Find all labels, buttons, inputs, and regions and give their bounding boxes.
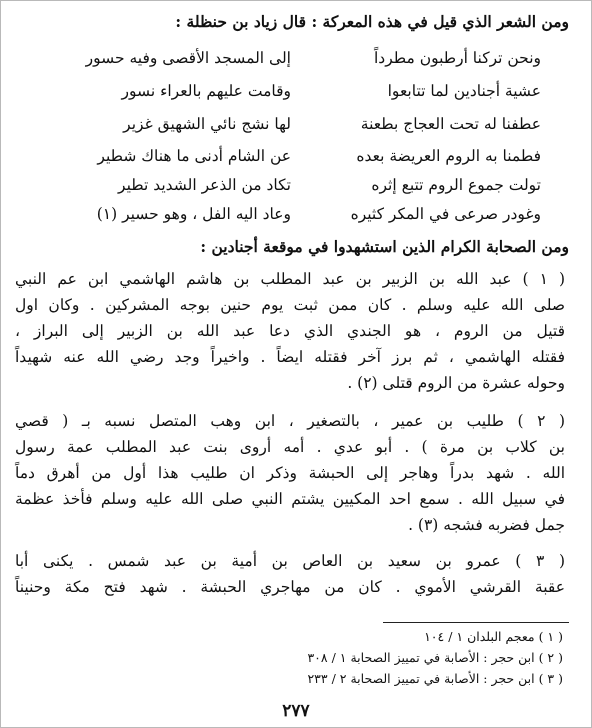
poem-line-2-second: وقامت عليهم بالعراء نسور	[121, 82, 291, 100]
poem-line-5-first: تولت جموع الروم تتبع إثره	[371, 176, 541, 194]
poem-line-3-second: لها نشج نائي الشهيق غزير	[123, 115, 291, 133]
paragraph-1-line-5: وحوله عشرة من الروم قتلى (٢) .	[347, 374, 565, 392]
companions-intro: ومن الصحابة الكرام الذين استشهدوا في موقعة أجنادين :	[200, 237, 569, 256]
poem-line-4-second: عن الشام أدنى ما هناك شطير	[97, 147, 291, 165]
paragraph-2-line-1: ( ٢ ) طليب بن عمير ، بالتصغير ، ابن وهب المتصل نسبه بـ ( قصي	[15, 412, 565, 430]
poem-line-1-first: ونحن تركنا أرطبون مطرداً	[373, 49, 541, 67]
footnote-1: ( ١ ) معجم البلدان ١ / ١٠٤	[424, 629, 563, 644]
paragraph-1-line-2: صلى الله عليه وسلم . كان ممن ثبت يوم حنين بوجه المشركين . وكان اول	[15, 296, 565, 314]
paragraph-2-line-4: في سبيل الله . سمع احد المكيين يشتم النبي صلى الله عليه وسلم فأخذ عظمة	[15, 490, 565, 508]
footnote-2: ( ٢ ) ابن حجر : الأصابة في تمييز الصحابة ١ / ٣٠٨	[307, 650, 563, 665]
footnote-3: ( ٣ ) ابن حجر : الأصابة في تمييز الصحابة ٢ / ٢٣٣	[307, 671, 563, 686]
poem-line-6-first: وغودر صرعى في المكر كثيره	[350, 205, 541, 223]
paragraph-1-line-3: قتيل من الروم ، هو الجندي الذي دعا عبد الله بن الزبير إلى البراز ،	[15, 322, 565, 340]
poem-line-4-first: فطمنا به الروم العريضة بعده	[356, 147, 541, 165]
poem-line-5-second: تكاد من الذعر الشديد تطير	[118, 176, 291, 194]
paragraph-3-line-2: عقبة القرشي الأموي . كان من مهاجري الحبشة . شهد فتح مكة وحنيناً	[15, 578, 565, 596]
paragraph-1-line-1: ( ١ ) عبد الله بن الزبير بن عبد المطلب بن هاشم الهاشمي ابن عم النبي	[15, 270, 565, 288]
footnote-divider	[383, 622, 569, 623]
paragraph-1-line-4: فقتله الهاشمي ، ثم برز آخر فقتله ايضاً . واخيراً وجد رضي الله عنه شهيداً	[15, 348, 565, 366]
paragraph-2-line-2: بن كلاب بن مرة ) . أبو عدي . أمه أروى بنت عبد المطلب عمة رسول	[15, 438, 565, 456]
poem-line-1-second: إلى المسجد الأقصى وفيه حسور	[85, 49, 291, 67]
page-number: ٢٧٧	[282, 701, 310, 721]
paragraph-3-line-1: ( ٣ ) عمرو بن سعيد بن العاص بن أمية بن عبد شمس . يكنى أبا	[15, 552, 565, 570]
poem-line-3-first: عطفنا له تحت العجاج بطعنة	[360, 115, 541, 133]
paragraph-2-line-5: جمل فضربه فشجه (٣) .	[408, 516, 565, 534]
paragraph-2-line-3: الله . شهد بدراً وهاجر إلى الحبشة وذكر ان طليب هذا أول من أهرق دماً	[15, 464, 565, 482]
poem-line-6-second: وعاد اليه الفل ، وهو حسير (١)	[96, 205, 291, 223]
poem-intro: ومن الشعر الذي قيل في هذه المعركة : قال زياد بن حنظلة :	[175, 12, 569, 31]
poem-line-2-first: عشية أجنادين لما تتابعوا	[387, 82, 541, 100]
